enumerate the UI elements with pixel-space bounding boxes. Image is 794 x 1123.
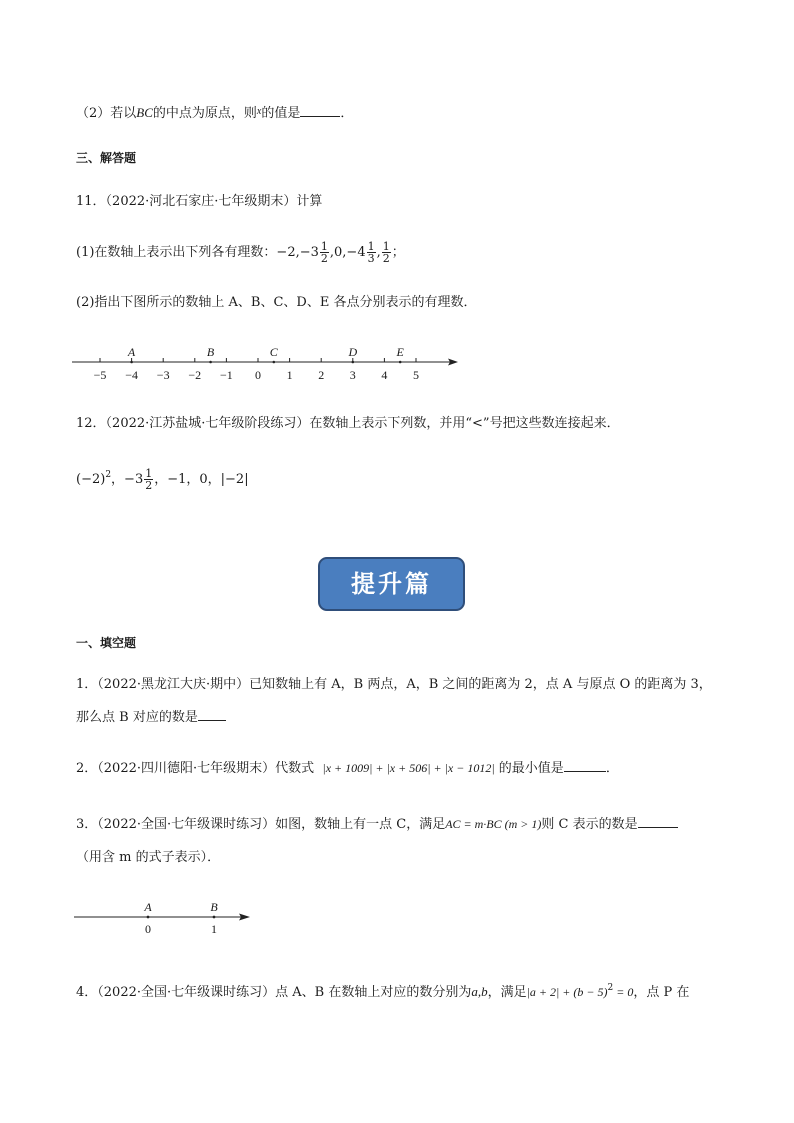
point-dot xyxy=(147,916,150,919)
point-label: C xyxy=(269,345,278,359)
p1-line2: 那么点 B 对应的数是 xyxy=(76,708,226,727)
point-dot xyxy=(399,361,402,364)
point-dot xyxy=(213,916,216,919)
number-line-2 xyxy=(70,896,260,941)
point-dot xyxy=(130,361,133,364)
p2: 2．（2022·四川德阳·七年级期末）代数式 |x + 1009| + |x + 506| + |x − 1012| 的最小值是 ． xyxy=(76,761,619,776)
tick-label: −3 xyxy=(156,368,170,382)
point-label: A xyxy=(127,345,136,359)
point-label: A xyxy=(144,900,152,914)
tick-label: −5 xyxy=(93,368,107,382)
point-dot xyxy=(352,361,355,364)
answer-blank[interactable] xyxy=(638,815,678,828)
p3-line1: 3．（2022·全国·七年级课时练习）如图，数轴上有一点 C，满足AC = m·BC (m > 1)则 C 表示的数是 xyxy=(76,815,678,834)
p3-line2: （用含 m 的式子表示）． xyxy=(76,850,221,865)
tick-label: 1 xyxy=(286,368,293,382)
fraction: $\frac{1}{2}$ xyxy=(382,240,390,265)
q11-part1: (1)在数轴上表示出下列各有理数：−2,−3 $\frac{1}{2}$ ,0,−4 $\frac{1}{3}$ , $\frac{1}{2}$ ； xyxy=(76,240,405,265)
point-label: E xyxy=(396,345,404,359)
number-line-1 xyxy=(60,338,480,388)
tick-label: −4 xyxy=(125,368,138,382)
point-dot xyxy=(209,361,212,364)
answer-blank[interactable] xyxy=(198,708,226,721)
point-label: D xyxy=(348,345,358,359)
fraction: $\frac{1}{2}$ xyxy=(320,240,328,265)
point-label: B xyxy=(210,900,218,914)
answer-blank[interactable] xyxy=(300,104,340,117)
q12-header: 12．（2022·江苏盐城·七年级阶段练习）在数轴上表示下列数，并用“<”号把这些数连接起来． xyxy=(76,416,620,431)
tick-label: −2 xyxy=(188,368,202,382)
tick-label: 5 xyxy=(413,368,419,382)
p1-line1: 1．（2022·黑龙江大庆·期中）已知数轴上有 A，B 两点，A，B 之间的距离为 2，点 A 与原点 O 的距离为 3， xyxy=(76,677,712,692)
p4: 4．（2022·全国·七年级课时练习）点 A、B 在数轴上对应的数分别为a,b，满足$|a + 2| + (b - 5)^2 = 0$，点 P 在 xyxy=(76,983,690,1000)
fraction: $\frac{1}{3}$ xyxy=(367,240,375,265)
q11-header: 11．（2022·河北石家庄·七年级期末）计算 xyxy=(76,194,323,209)
q10-part2: （2）若以BC的中点为原点，则$^x$的值是 ． xyxy=(76,105,354,121)
tick-label: 0 xyxy=(255,368,261,382)
tick-label: 1 xyxy=(211,922,217,936)
q11-part2: (2)指出下图所示的数轴上 A、B、C、D、E 各点分别表示的有理数． xyxy=(76,295,477,310)
answer-blank[interactable] xyxy=(564,759,606,772)
section-title-fill-blank: 一、填空题 xyxy=(76,636,137,650)
section-banner: 提升篇 xyxy=(318,557,465,611)
fraction: $\frac{1}{2}$ xyxy=(145,467,153,492)
point-dot xyxy=(273,361,276,364)
tick-label: 3 xyxy=(349,368,356,382)
tick-label: 4 xyxy=(381,368,388,382)
tick-label: 2 xyxy=(318,368,325,382)
section-title-answers: 三、解答题 xyxy=(76,151,137,165)
q12-expression: $(-2)^2$，−3 $\frac{1}{2}$ ，−1，0，|−2| xyxy=(76,467,249,492)
tick-label: 0 xyxy=(145,922,151,936)
point-label: B xyxy=(206,345,215,359)
tick-label: −1 xyxy=(220,368,233,382)
